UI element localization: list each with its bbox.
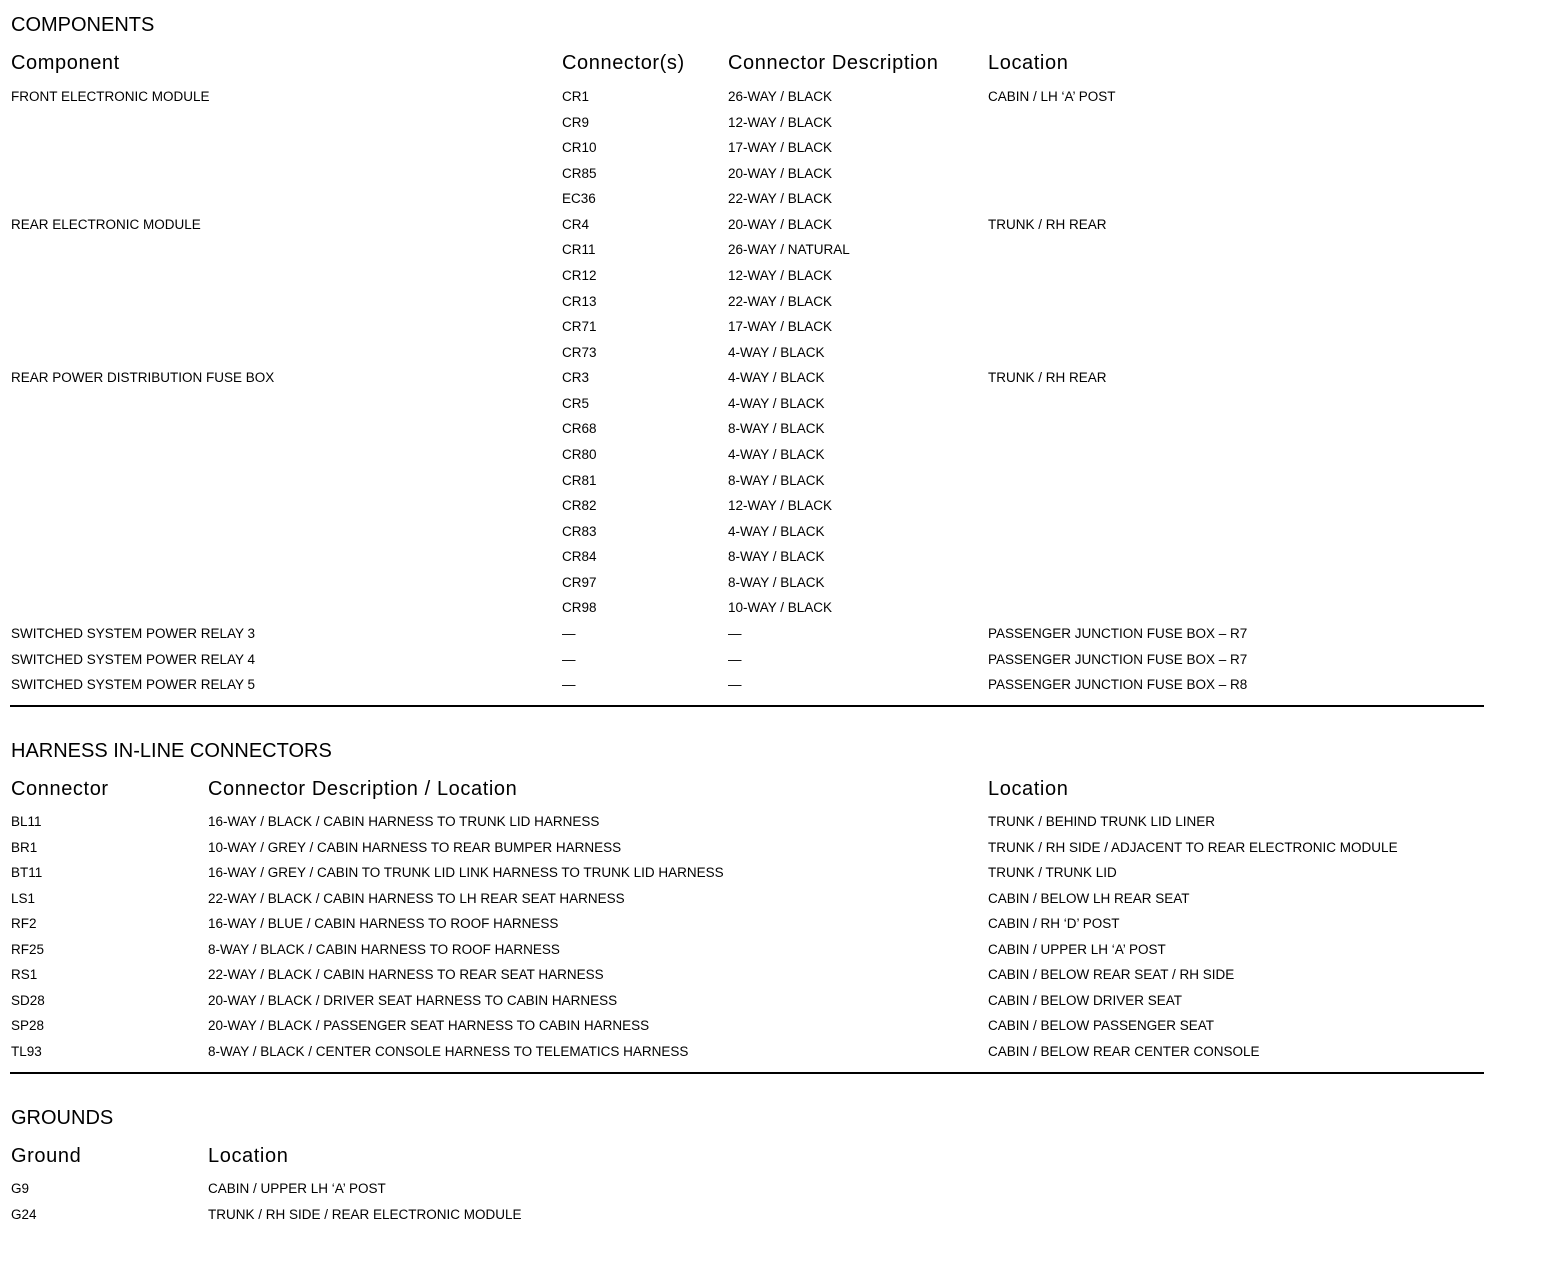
components-cell: — <box>728 651 742 667</box>
grounds-header-1: Location <box>208 1145 289 1167</box>
harness-cell: BR1 <box>11 839 38 855</box>
components-cell: 12-WAY / BLACK <box>728 114 833 130</box>
harness-cell: LS1 <box>11 890 36 906</box>
components-cell: CR10 <box>562 140 597 156</box>
components-cell: CABIN / LH ‘A’ POST <box>988 89 1116 104</box>
harness-cell: 8-WAY / BLACK / CENTER CONSOLE HARNESS TO TELEMATICS HARNESS <box>208 1043 689 1059</box>
grounds-title: GROUNDS <box>11 1107 114 1129</box>
grounds-cell: CABIN / UPPER LH ‘A’ POST <box>208 1181 386 1196</box>
grounds-cell: G24 <box>11 1206 37 1222</box>
components-cell: CR13 <box>562 293 597 309</box>
harness-cell: RF2 <box>11 916 37 931</box>
components-cell: PASSENGER JUNCTION FUSE BOX – R7 <box>988 625 1248 641</box>
components-cell: 4-WAY / BLACK <box>728 523 825 539</box>
components-header-2: Connector Description <box>728 52 939 74</box>
harness-cell: CABIN / BELOW PASSENGER SEAT <box>988 1018 1215 1033</box>
harness-cell: CABIN / RH ‘D’ POST <box>988 916 1120 931</box>
components-cell: SWITCHED SYSTEM POWER RELAY 3 <box>11 625 256 641</box>
harness-cell: TRUNK / RH SIDE / ADJACENT TO REAR ELECTRONIC MODULE <box>988 839 1398 855</box>
components-cell: 8-WAY / BLACK <box>728 421 825 437</box>
harness-cell: RF25 <box>11 941 45 957</box>
components-cell: CR71 <box>562 319 597 335</box>
components-cell: 8-WAY / BLACK <box>728 472 825 488</box>
components-cell: 4-WAY / BLACK <box>728 395 825 411</box>
harness-cell: CABIN / BELOW DRIVER SEAT <box>988 992 1183 1008</box>
harness-cell: 22-WAY / BLACK / CABIN HARNESS TO REAR SEAT HARNESS <box>208 967 604 982</box>
components-cell: CR73 <box>562 344 597 360</box>
components-cell: 17-WAY / BLACK <box>728 140 833 156</box>
components-cell: CR3 <box>562 370 590 386</box>
harness-cell: 8-WAY / BLACK / CABIN HARNESS TO ROOF HARNESS <box>208 941 560 957</box>
harness-cell: SD28 <box>11 992 45 1008</box>
components-cell: 4-WAY / BLACK <box>728 370 825 386</box>
components-cell: CR85 <box>562 165 597 181</box>
components-cell: CR81 <box>562 472 597 488</box>
components-cell: CR12 <box>562 267 597 283</box>
harness-header-2: Location <box>988 778 1069 800</box>
harness-cell: 20-WAY / BLACK / PASSENGER SEAT HARNESS TO CABIN HARNESS <box>208 1018 650 1033</box>
harness-cell: 20-WAY / BLACK / DRIVER SEAT HARNESS TO CABIN HARNESS <box>208 992 618 1008</box>
components-cell: CR5 <box>562 395 590 411</box>
components-cell: CR82 <box>562 498 597 514</box>
components-cell: 4-WAY / BLACK <box>728 344 825 360</box>
harness-cell: CABIN / BELOW LH REAR SEAT <box>988 890 1190 906</box>
harness-cell: BT11 <box>11 865 43 880</box>
components-cell: — <box>562 677 576 693</box>
components-cell: — <box>562 625 576 641</box>
components-cell: 8-WAY / BLACK <box>728 549 825 565</box>
harness-cell: SP28 <box>11 1018 45 1033</box>
components-cell: CR9 <box>562 114 590 130</box>
components-cell: 4-WAY / BLACK <box>728 446 825 462</box>
components-divider <box>10 705 1484 707</box>
components-cell: CR80 <box>562 446 597 462</box>
components-cell: CR4 <box>562 216 590 232</box>
harness-cell: TL93 <box>11 1043 42 1059</box>
components-cell: SWITCHED SYSTEM POWER RELAY 4 <box>11 651 256 667</box>
components-cell: 26-WAY / BLACK <box>728 89 833 104</box>
harness-cell: BL11 <box>11 814 42 829</box>
harness-cell: TRUNK / BEHIND TRUNK LID LINER <box>988 814 1216 829</box>
components-cell: 10-WAY / BLACK <box>728 600 833 616</box>
components-cell: PASSENGER JUNCTION FUSE BOX – R8 <box>988 677 1248 693</box>
components-header-3: Location <box>988 52 1069 74</box>
components-title: COMPONENTS <box>11 14 155 36</box>
components-cell: PASSENGER JUNCTION FUSE BOX – R7 <box>988 651 1248 667</box>
harness-cell: CABIN / BELOW REAR SEAT / RH SIDE <box>988 967 1235 982</box>
harness-cell: 10-WAY / GREY / CABIN HARNESS TO REAR BUMPER HARNESS <box>208 839 622 855</box>
components-cell: EC36 <box>562 191 596 207</box>
components-cell: 8-WAY / BLACK <box>728 574 825 590</box>
components-cell: 12-WAY / BLACK <box>728 498 833 514</box>
grounds-header-0: Ground <box>11 1145 82 1167</box>
components-cell: CR11 <box>562 242 596 258</box>
components-header-0: Component <box>11 52 120 74</box>
components-cell: TRUNK / RH REAR <box>988 216 1107 232</box>
components-cell: — <box>728 677 742 693</box>
components-cell: CR1 <box>562 89 590 104</box>
harness-cell: 16-WAY / GREY / CABIN TO TRUNK LID LINK HARNESS TO TRUNK LID HARNESS <box>208 865 724 880</box>
components-cell: CR98 <box>562 600 597 616</box>
components-cell: 17-WAY / BLACK <box>728 319 833 335</box>
components-cell: 22-WAY / BLACK <box>728 293 833 309</box>
components-cell: REAR POWER DISTRIBUTION FUSE BOX <box>11 370 275 386</box>
harness-cell: TRUNK / TRUNK LID <box>988 865 1117 880</box>
components-cell: CR97 <box>562 574 597 590</box>
components-cell: — <box>728 625 742 641</box>
components-cell: CR68 <box>562 421 597 437</box>
harness-header-1: Connector Description / Location <box>208 778 518 800</box>
components-cell: TRUNK / RH REAR <box>988 370 1107 386</box>
harness-cell: 16-WAY / BLUE / CABIN HARNESS TO ROOF HARNESS <box>208 916 559 931</box>
components-cell: SWITCHED SYSTEM POWER RELAY 5 <box>11 677 256 693</box>
harness-cell: CABIN / UPPER LH ‘A’ POST <box>988 941 1166 957</box>
components-cell: REAR ELECTRONIC MODULE <box>11 216 201 232</box>
harness-divider <box>10 1072 1484 1074</box>
components-cell: CR84 <box>562 549 597 565</box>
components-cell: — <box>562 651 576 667</box>
grounds-cell: TRUNK / RH SIDE / REAR ELECTRONIC MODULE <box>208 1206 522 1222</box>
harness-cell: 16-WAY / BLACK / CABIN HARNESS TO TRUNK LID HARNESS <box>208 814 600 829</box>
components-cell: CR83 <box>562 523 597 539</box>
components-cell: FRONT ELECTRONIC MODULE <box>11 89 210 104</box>
harness-header-0: Connector <box>11 778 109 800</box>
components-header-1: Connector(s) <box>562 52 685 74</box>
components-cell: 22-WAY / BLACK <box>728 191 833 207</box>
components-cell: 26-WAY / NATURAL <box>728 242 850 258</box>
components-cell: 20-WAY / BLACK <box>728 216 833 232</box>
components-cell: 20-WAY / BLACK <box>728 165 833 181</box>
harness-cell: 22-WAY / BLACK / CABIN HARNESS TO LH REAR SEAT HARNESS <box>208 890 625 906</box>
grounds-cell: G9 <box>11 1181 30 1196</box>
harness-cell: CABIN / BELOW REAR CENTER CONSOLE <box>988 1043 1260 1059</box>
harness-cell: RS1 <box>11 967 38 982</box>
harness-title: HARNESS IN-LINE CONNECTORS <box>11 740 332 762</box>
components-cell: 12-WAY / BLACK <box>728 267 833 283</box>
